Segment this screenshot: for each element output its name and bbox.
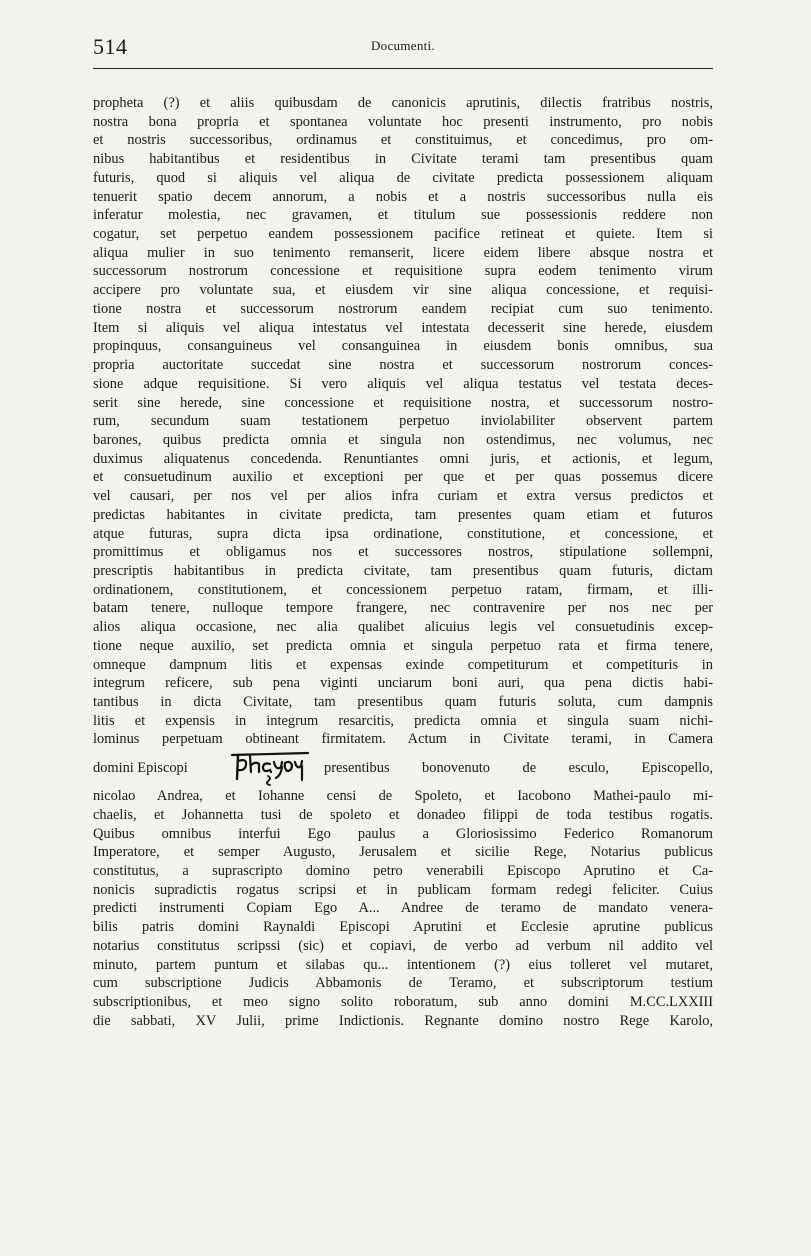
- text-line: propinquus, consanguineus vel consanguinea in eiusdem bonis omnibus, sua: [93, 338, 713, 355]
- text-line: lominus perpetuam obtineant firmitatem. Actum in Civitate terami, in Camera: [93, 731, 713, 748]
- text-line: constitutus, a suprascripto domino petro venerabili Episcopo Aprutino et Ca-: [93, 863, 713, 880]
- text-line: nonicis supradictis rogatus scripsi et in publicam formam redegi feliciter. Cuius: [93, 881, 713, 898]
- text-line: minuto, partem puntum et silabas qu... intentionem (?) eius tolleret vel mutaret,: [93, 956, 713, 973]
- text-line: propria auctoritate succedat sine nostra et successorum nostrorum conces-: [93, 357, 713, 374]
- signature-line-before: domini Episcopi: [93, 760, 188, 777]
- text-line: vel causari, per nos vel per alios infra curiam et extra versus predictos et: [93, 488, 713, 505]
- text-line: predictas habitantes in civitate predicta, tam presentes quam etiam et futuros: [93, 506, 713, 523]
- text-line: et nostris successoribus, ordinamus et constituimus, et concedimus, pro om-: [93, 132, 713, 149]
- text-line: duximus aliquatenus concedenda. Renuntiantes omni juris, et actionis, et legum,: [93, 450, 713, 467]
- text-line: barones, quibus predicta omnia et singula non ostendimus, nec volumus, nec: [93, 431, 713, 448]
- text-line: omneque dampnum litis et expensas exinde competiturum et competituris in: [93, 656, 713, 673]
- text-line: nicolao Andrea, et Iohanne censi de Spoleto, et Iacobono Mathei-paulo mi-: [93, 788, 713, 805]
- text-line: chaelis, et Johannetta tusi de spoleto et donadeo filippi de toda testibus rogatis.: [93, 806, 713, 823]
- text-line: promittimus et obligamus nos et successores nostros, stipulatione sollempni,: [93, 544, 713, 561]
- bishop-signature-mark: [228, 749, 312, 789]
- page-number: 514: [93, 34, 128, 59]
- text-line: nostra bona propria et spontanea voluntate hoc presenti instrumento, pro nobis: [93, 113, 713, 130]
- body-text: [93, 94, 713, 1031]
- text-line: et consuetudinum auxilio et exceptioni per que et per quas possemus dicere: [93, 469, 713, 486]
- text-line: litis et expensis in integrum resarcitis, predicta omnia et singula suam nichi-: [93, 712, 713, 729]
- text-line: Item si aliquis vel aliqua intestatus vel intestata decesserit sine herede, eiusdem: [93, 319, 713, 336]
- text-line: tione neque auxilio, set predicta omnia et singula perpetuo rata et firma tenere,: [93, 637, 713, 654]
- text-line: integrum reficere, sub pena viginti unciarum boni auri, qua pena dictis habi-: [93, 675, 713, 692]
- signature-line: [93, 749, 713, 787]
- text-block-after-signature: [93, 787, 713, 1030]
- text-line: nibus habitantibus et residentibus in Civitate terami tam presentibus quam: [93, 151, 713, 168]
- text-line: sione adque requisitione. Si vero aliquis vel aliqua testatus vel testata deces-: [93, 375, 713, 392]
- text-line: alios aliqua occasione, nec alia qualibet alicuius legis vel consuetudinis excep-: [93, 619, 713, 636]
- text-line: rum, secundum suam testationem perpetuo inviolabiliter observent partem: [93, 413, 713, 430]
- signature-line-after: presentibus bonovenuto de esculo, Episcopello,: [324, 760, 713, 777]
- text-line: futuris, quod si aliquis vel aliqua de civitate predicta possessionem aliquam: [93, 169, 713, 186]
- text-line: serit sine herede, sine concessione et requisitione nostra, et successorum nostro-: [93, 394, 713, 411]
- text-line: prescriptis habitantibus in predicta civitate, tam presentibus quam futuris, dictam: [93, 562, 713, 579]
- text-line: die sabbati, XV Julii, prime Indictionis. Regnante domino nostro Rege Karolo,: [93, 1012, 713, 1029]
- text-line: tenuerit spatio decem annorum, a nobis et a nostris successoribus nulla eis: [93, 188, 713, 205]
- text-line: bilis patris domini Raynaldi Episcopi Aprutini et Ecclesie aprutine publicus: [93, 919, 713, 936]
- text-line: cogatur, set perpetuo eandem possessionem pacifice retineat et quiete. Item si: [93, 226, 713, 243]
- text-line: inferatur molestia, nec gravamen, et titulum sue possessionis reddere non: [93, 207, 713, 224]
- text-line: tione nostra et successorum nostrorum eandem recipiat cum suo tenimento.: [93, 300, 713, 317]
- text-line: batam tenere, nulloque tempore frangere, nec contravenire per nos nec per: [93, 600, 713, 617]
- text-line: notarius constitutus scripssi (sic) et copiavi, de verbo ad verbum nil addito vel: [93, 937, 713, 954]
- running-head: [93, 34, 713, 60]
- text-line: Imperatore, et semper Augusto, Jerusalem et sicilie Rege, Notarius publicus: [93, 844, 713, 861]
- header-rule: [93, 68, 713, 69]
- text-line: predicti instrumenti Copiam Ego A... Andree de teramo de mandato venera-: [93, 900, 713, 917]
- text-line: Quibus omnibus interfui Ego paulus a Gloriosissimo Federico Romanorum: [93, 825, 713, 842]
- running-title: Documenti.: [370, 38, 435, 53]
- text-line: atque futuras, supra dicta ipsa ordinatione, constitutione, et concessione, et: [93, 525, 713, 542]
- text-line: subscriptionibus, et meo signo solito roboratum, sub anno domini M.CC.LXXIII: [93, 994, 713, 1011]
- text-line: tantibus in dicta Civitate, tam presentibus quam futuris soluta, cum dampnis: [93, 694, 713, 710]
- text-line: aliqua mulier in suo tenimento remanserit, licere eidem libere absque nostra et: [93, 244, 713, 261]
- text-line: propheta (?) et aliis quibusdam de canonicis aprutinis, dilectis fratribus nostris,: [93, 95, 713, 111]
- text-block-before-signature: [93, 94, 713, 749]
- text-line: cum subscriptione Judicis Abbamonis de Teramo, et subscriptorum testium: [93, 975, 713, 992]
- text-line: accipere pro voluntate sua, et eiusdem vir sine aliqua concessione, et requisi-: [93, 282, 713, 299]
- text-line: ordinationem, constitutionem, et concessionem perpetuo ratam, firmam, et illi-: [93, 581, 713, 598]
- text-line: successorum nostrorum concessione et requisitione supra eodem tenimento virum: [93, 263, 713, 280]
